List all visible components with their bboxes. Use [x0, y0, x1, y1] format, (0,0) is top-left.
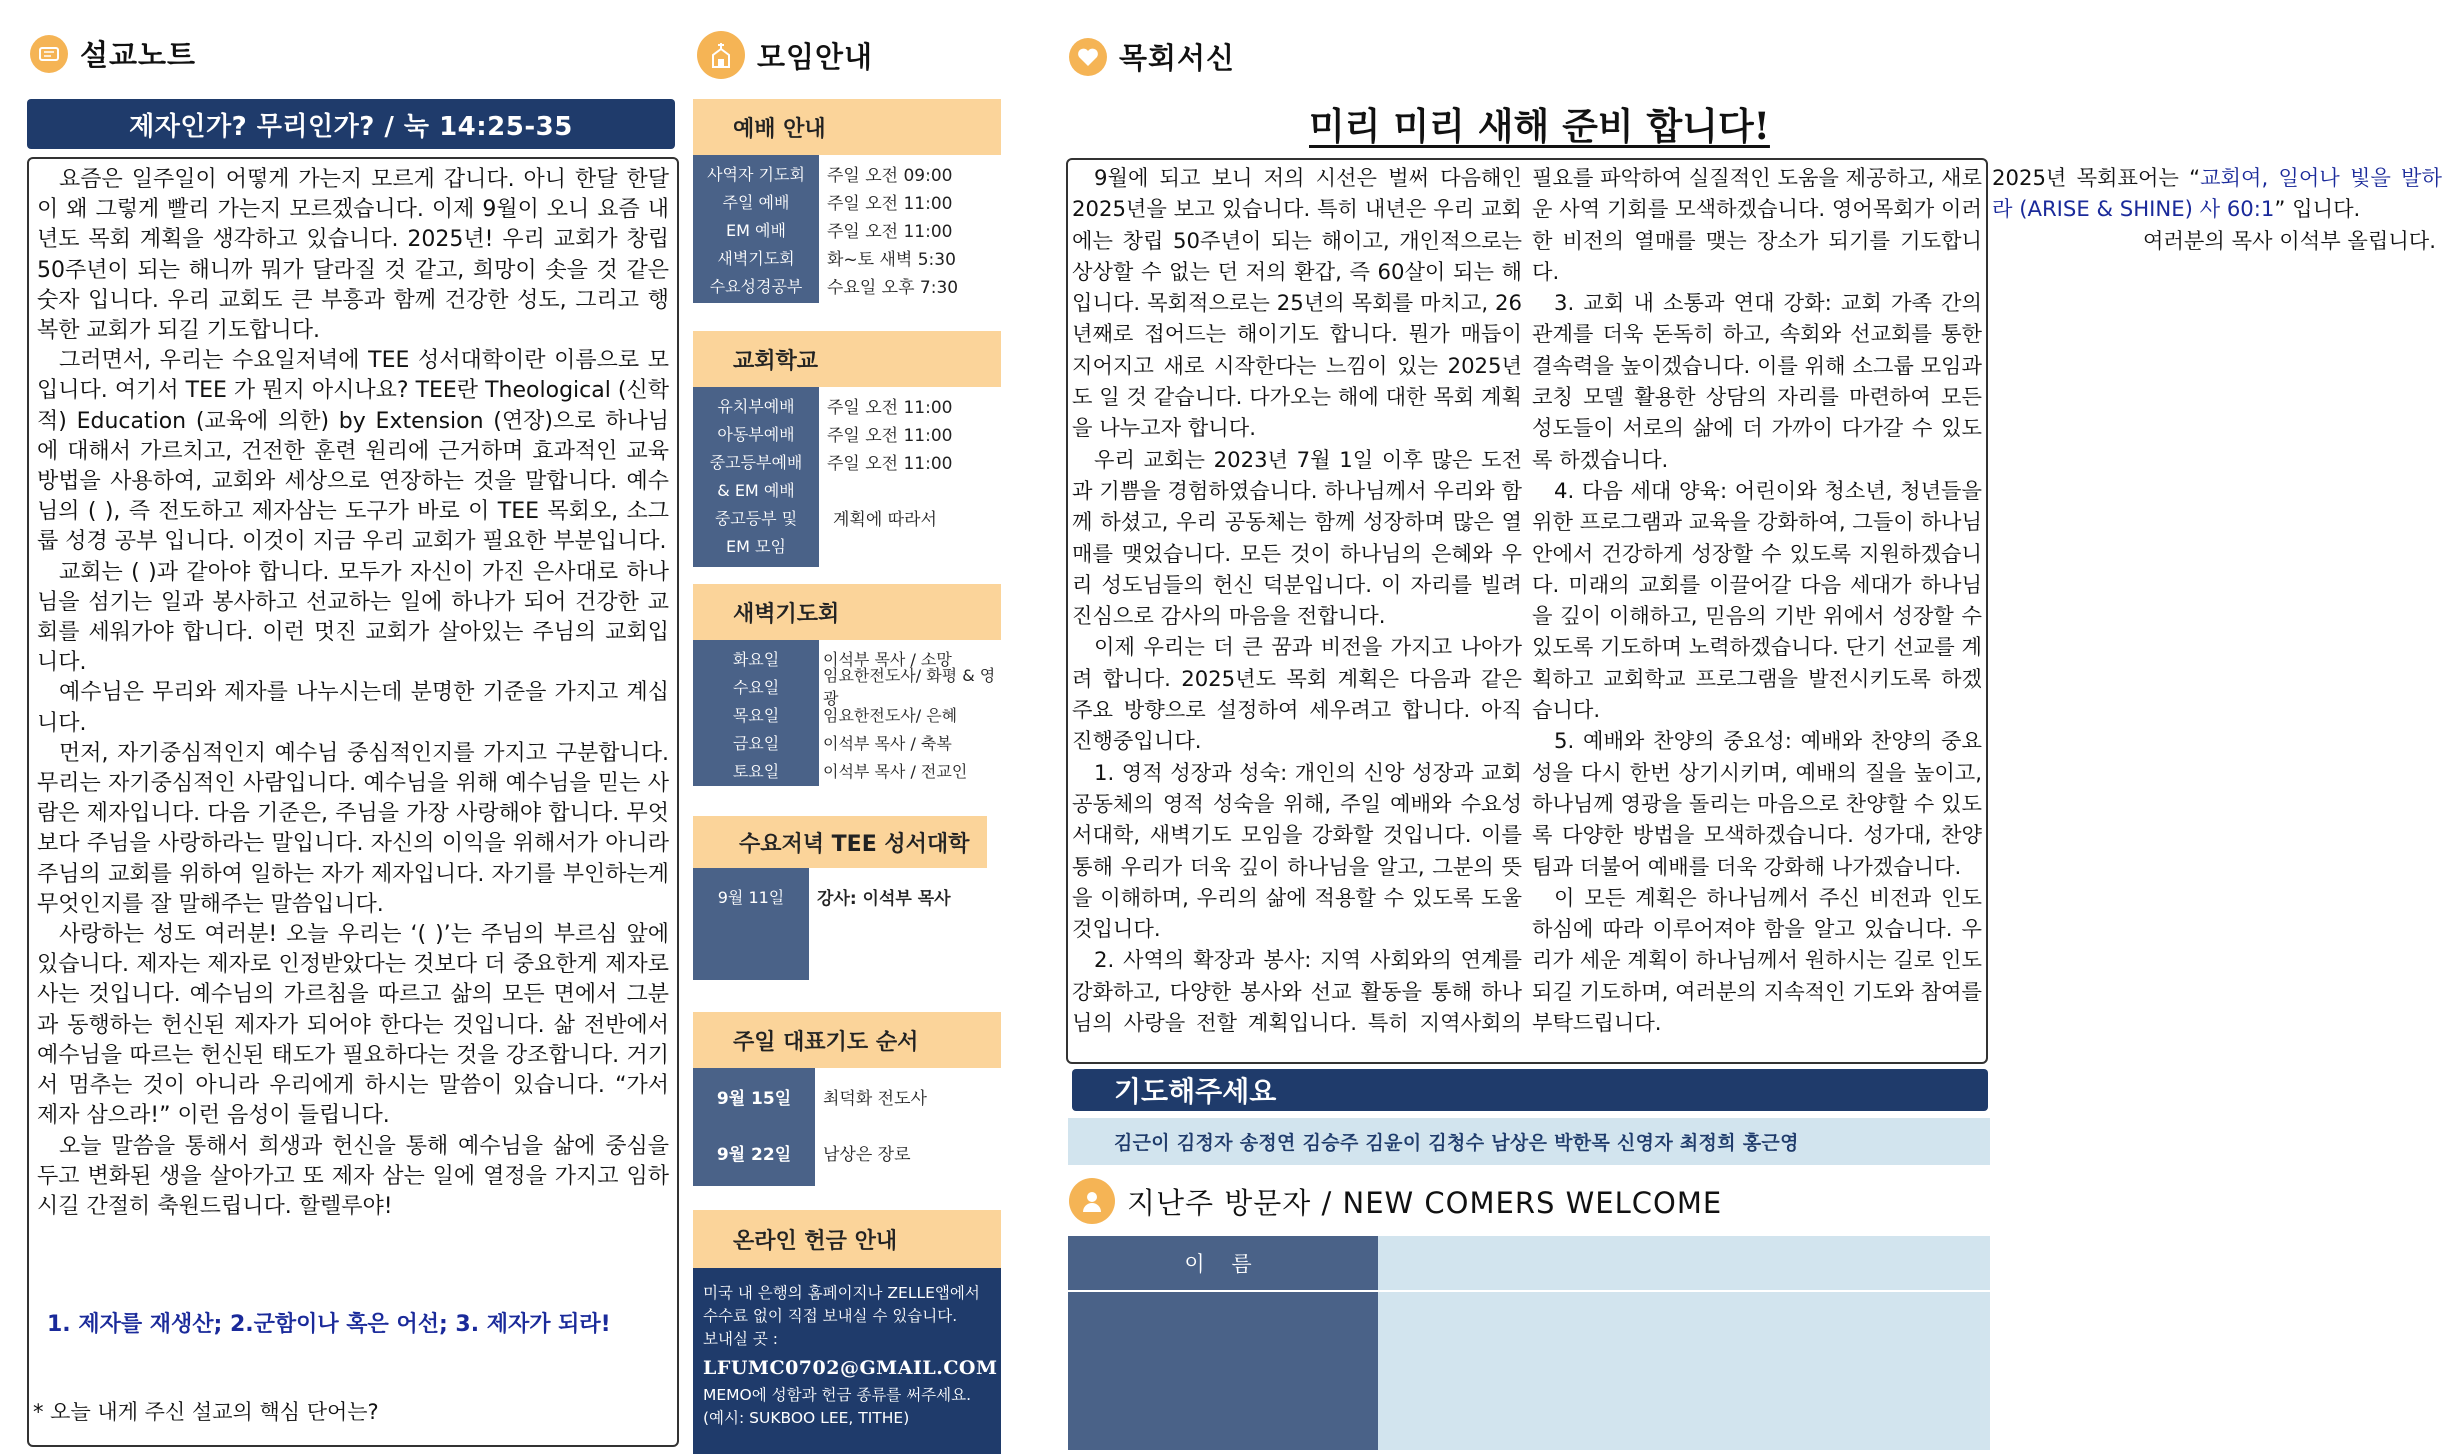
prayer-request-names: 김근이 김정자 송정연 김승주 김윤이 김청수 남상은 박한목 신영자 최정희 홍근영: [1068, 1118, 1990, 1165]
dawn-day: 수요일: [732, 677, 780, 697]
worship-time: 주일 오전 09:00: [827, 165, 953, 186]
dawn-day: 화요일: [732, 649, 780, 669]
online-offering-recipient-label: 보내실 곳 :: [703, 1330, 778, 1348]
online-offering-email[interactable]: LFUMC0702@GMAIL.COM: [703, 1357, 998, 1379]
meeting-section-title: 모임안내: [757, 39, 874, 74]
heart-icon: [1069, 38, 1107, 76]
dawn-leader: 임요한전도사/ 화평 & 영광: [823, 666, 996, 708]
tee-date: 9월 11일: [717, 887, 785, 907]
dawn-day: 토요일: [732, 761, 780, 781]
sermon-paragraph: 사랑하는 성도 여러분! 오늘 우리는 ‘( )’는 주님의 부르심 앞에 있습니다. 제자는 제자로 인정받았다는 것보다 더 중요한게 제자로 사는 것입니다. 예수님의 가르침을 따르고 삶의 모든 면에서 그분과 동행하는 헌신된 제자가 되어야 한다는 것입니다. 삶 전반에서 예수님을 따르는 헌신된 태도가 필요하다는 것을 강조합니다. 거기서 멈추는 것이 아니라 우리에게 하시는 말씀이 있습니다. “가서 제자 삼으라!” 이런 음성이 들립니다.: [37, 922, 669, 1129]
worship-time: 주일 오전 11:00: [827, 193, 953, 214]
sermon-answer-key: 1. 제자를 재생산; 2.군함이나 혹은 어선; 3. 제자가 되라!: [47, 1312, 611, 1337]
sermon-body: [27, 157, 679, 1447]
letter-paragraph: 5. 예배와 찬양의 중요성: 예배와 찬양의 중요성을 다시 한번 상기시키며, 예배의 질을 높이고, 하나님께 영광을 돌리는 마음으로 찬양할 수 있도록 다양한 방법을 모색하겠습니다. 성가대, 찬양팀과 더불어 예배를 더욱 강화해 나가겠습니다.: [1532, 728, 1982, 879]
dawn-leader: 이석부 목사 / 전교인: [823, 761, 968, 781]
school-time: 계획에 따라서: [833, 509, 937, 530]
letter-paragraph: 이 모든 계획은 하나님께서 주신 비전과 인도하심에 따라 이루어져야 함을 알고 있습니다. 우리가 세운 계획이 하나님께서 원하시는 길로 인도되길 기도하며, 여러분의 지속적인 기도와 참여를 부탁드립니다.: [1532, 884, 1982, 1036]
tee-box: [693, 816, 987, 980]
dawn-day: 금요일: [732, 733, 780, 753]
online-offering-title: 온라인 헌금 안내: [693, 1210, 1001, 1268]
letter-paragraph: 9월에 되고 보니 저의 시선은 벌써 다음해인 2025년을 보고 있습니다. 특히 내년은 우리 교회에는 창립 50주년이 되는 해이고, 개인적으로는 상상할 수 없는 던 저의 환갑, 즉 60살이 되는 해입니다. 목회적으로는 25년의 목회를 마치고, 26년째로 접어드는 해이기도 합니다. 뭔가 매듭이 지어지고 새로 시작한다는 느낌이 있는 2025년도 일 것 같습니다. 다가오는 해에 대한 목회 계획을 나누고자 합니다.: [1072, 165, 1522, 441]
worship-name: 주일 예배: [722, 192, 790, 212]
letter-paragraph: 4. 다음 세대 양육: 어린이와 청소년, 청년들을 위한 프로그램과 교육을 강화하여, 그들이 하나님 안에서 건강하게 성장할 수 있도록 지원하겠습니다. 미래의 교회를 이끌어갈 다음 세대가 하나님을 깊이 이해하고, 믿음의 기반 위에서 성장할 수 있도록 기도하며 노력하겠습니다. 단기 선교를 계획하고 교회학교 프로그램을 발전시키도록 하겠습니다.: [1532, 477, 1982, 723]
dawn-leader: 임요한전도사/ 은혜: [823, 705, 958, 725]
sermon-section-header: [30, 33, 196, 74]
person-icon: [1069, 1178, 1115, 1224]
prayer-order-title: 주일 대표기도 순서: [693, 1012, 1001, 1068]
prayer-order-name: 최덕화 전도사: [823, 1088, 927, 1109]
letter-signature: 여러분의 목사 이석부 올립니다.: [2142, 227, 2436, 253]
church-icon: [697, 31, 745, 79]
letter-motto: 교회여, 일어나 빛을 발하라 (ARISE & SHINE) 사 60:1: [1992, 165, 2442, 222]
sermon-paragraph: 요즘은 일주일이 어떻게 가는지 모르게 갑니다. 아니 한달 한달이 왜 그렇게 빨리 가는지 모르겠습니다. 이제 9월이 오니 요즘 내년도 목회 계획을 생각하고 있습니다. 2025년! 우리 교회가 창립 50주년이 되는 해니까 뭐가 달라질 것 같고, 희망이 솟을 것 같은 숫자 입니다. 우리 교회도 큰 부흥과 함께 건강한 성도, 그리고 행복한 교회가 되길 기도합니다.: [37, 167, 669, 344]
letter-paragraph: 우리 교회는 2023년 7월 1일 이후 많은 도전과 기쁨을 경험하였습니다. 하나님께서 우리와 함께 하셨고, 우리 공동체는 함께 성장하며 많은 열매를 맺었습니다. 모든 것이 하나님의 은혜와 우리 성도님들의 헌신 덕분입니다. 이 자리를 빌려 진심으로 감사의 마음을 전합니다.: [1072, 446, 1522, 629]
worship-time: 주일 오전 11:00: [827, 221, 953, 242]
prayer-order-date: 9월 22일: [716, 1144, 792, 1165]
worship-name: 사역자 기도회: [707, 164, 805, 184]
prayer-request-bar: [1072, 1069, 1988, 1111]
letter-paragraph: 이제 우리는 더 큰 꿈과 비전을 가지고 나아가려 합니다. 2025년도 목회 계획은 다음과 같은 주요 방향으로 설정하여 세우려고 합니다. 아직 진행중입니다.: [1072, 634, 1522, 754]
school-time: 주일 오전 11:00: [827, 425, 953, 446]
school-name: 중고등부 및: [714, 508, 798, 528]
worship-time: 수요일 오후 7:30: [827, 277, 959, 298]
sermon-keyword-question: * 오늘 내게 주신 설교의 핵심 단어는?: [33, 1400, 379, 1424]
visitor-table: [1068, 1236, 1990, 1450]
sermon-icon: [30, 35, 68, 73]
sermon-paragraph: 그러면서, 우리는 수요일저녁에 TEE 성서대학이란 이름으로 모입니다. 여기서 TEE 가 뭔지 아시나요? TEE란 Theological (신학적) Education (교육에 의한) by Extension (연장)으로 하나님에 대해서 가르치고, 건전한 훈련 원리에 근거하며 효과적인 교육방법을 사용하여, 교회와 세상으로 연장하는 것을 말합니다. 예수님의 ( ), 즉 전도하고 제자삼는 도구가 바로 이 TEE 목회오, 소그룹 성경 공부 입니다. 이것이 지금 우리 교회가 필요한 부분입니다.: [37, 348, 669, 555]
dawn-leader: 이석부 목사 / 소망: [823, 649, 952, 669]
online-offering-box: [693, 1210, 1001, 1454]
letter-motto-prefix: 2025년 목회표어는 “: [1992, 165, 2201, 190]
letter-title: 미리 미리 새해 준비 합니다!: [1309, 104, 1770, 148]
worship-name: 새벽기도회: [717, 248, 795, 268]
school-time: 주일 오전 11:00: [827, 397, 953, 418]
visitors-section-title: 지난주 방문자 / NEW COMERS WELCOME: [1127, 1185, 1723, 1220]
visitor-table-label-column: [1068, 1236, 1378, 1450]
prayer-order-name: 남상은 장로: [823, 1144, 911, 1165]
online-offering-info: 미국 내 은행의 홈페이지나 ZELLE앱에서 수수료 없이 직접 보내실 수 있습니다.: [703, 1284, 980, 1325]
sermon-title: 제자인가? 무리인가? / 눅 14:25-35: [129, 111, 573, 142]
visitor-name-header: 이 름: [1068, 1236, 1378, 1292]
sermon-paragraph: 예수님은 무리와 제자를 나누시는데 분명한 기준을 가지고 계십니다.: [37, 680, 669, 736]
dawn-day: 목요일: [732, 705, 780, 725]
letter-section-header: [1069, 36, 1235, 77]
letter-paragraph: 3. 교회 내 소통과 연대 강화: 교회 가족 간의 관계를 더욱 돈독히 하고, 속회와 선교회를 통한 결속력을 높이겠습니다. 이를 위해 소그룹 모임과 코칭 모델 활용한 상담의 자리를 마련하여 모든 성도들이 서로의 삶에 더 가까이 다가갈 수 있도록 하겠습니다.: [1532, 290, 1982, 472]
dawn-prayer-box: [693, 584, 1001, 786]
school-time: [819, 475, 1001, 503]
school-name: 유치부예배: [717, 396, 795, 416]
sermon-paragraph: 먼저, 자기중심적인지 예수님 중심적인지를 가지고 구분합니다. 무리는 자기중심적인 사람입니다. 예수님을 위해 예수님을 믿는 사람은 제자입니다. 다음 기준은, 주님을 가장 사랑해야 합니다. 무엇보다 주님을 사랑하라는 말입니다. 자신의 이익을 위해서가 아니라 주님의 교회를 위하여 일하는 자가 제자입니다. 자기를 부인하는게 무엇인지를 잘 말해주는 말씀입니다.: [37, 740, 669, 917]
letter-section-title: 목회서신: [1119, 41, 1236, 75]
worship-name: EM 예배: [726, 220, 786, 240]
letter-motto-suffix: ” 입니다.: [2274, 196, 2361, 222]
visitors-section-header: [1069, 1178, 1722, 1224]
school-time: [819, 531, 1001, 559]
tee-speaker: 강사: 이석부 목사: [817, 888, 951, 909]
letter-body: [1066, 158, 2442, 1064]
prayer-order-date: 9월 15일: [716, 1088, 792, 1109]
church-school-box: [693, 331, 1001, 567]
school-name: & EM 예배: [717, 480, 795, 500]
dawn-prayer-title: 새벽기도회: [693, 584, 1001, 640]
sermon-section-title: 설교노트: [80, 38, 197, 72]
school-time: 주일 오전 11:00: [827, 453, 953, 474]
online-offering-memo: MEMO에 성함과 헌금 종류를 써주세요.: [703, 1386, 972, 1404]
worship-time: 화~토 새벽 5:30: [827, 249, 956, 270]
visitor-table-value-column: [1378, 1236, 1990, 1450]
dawn-leader: 이석부 목사 / 축복: [823, 733, 952, 753]
online-offering-body: [693, 1268, 1001, 1454]
letter-motto-line: [1992, 162, 2442, 225]
letter-paragraph: 1. 영적 성장과 성숙: 개인의 신앙 성장과 교회 공동체의 영적 성숙을 위해, 주일 예배와 수요성서대학, 새벽기도 모임을 강화할 것입니다. 이를 통해 우리가 더욱 깊이 하나님을 알고, 그분의 뜻을 이해하며, 우리의 삶에 적용할 수 있도록 도울 것입니다.: [1072, 759, 1522, 942]
online-offering-example: (예시: SUKBOO LEE, TITHE): [703, 1409, 910, 1427]
visitor-name-cell: [1068, 1292, 1378, 1450]
prayer-order-box: [693, 1012, 1001, 1186]
letter-paragraph: 2. 사역의 확장과 봉사: 지역 사회와의 연계를 강화하고, 다양한 봉사와 선교 활동을 통해 하나님의 사랑을 전할 계획입니다. 특히 지역사회의 필요를 파악하여 실질적인 도움을 제공하고, 새로운 사역 기회를 모색하겠습니다. 영어목회가 이러한 비전의 열매를 맺는 장소가 되기를 기도합니다.: [1072, 165, 1982, 1036]
tee-title: 수요저녁 TEE 성서대학: [693, 816, 987, 868]
sermon-paragraph: 오늘 말씀을 통해서 희생과 헌신을 통해 예수님을 삶에 중심을 두고 변화된 생을 살아가고 또 제자 삼는 일에 열정을 가지고 임하시길 간절히 축원드립니다. 할렐루야!: [37, 1133, 669, 1219]
worship-box: [693, 99, 1001, 303]
sermon-title-bar: [27, 99, 675, 149]
prayer-request-title: 기도해주세요: [1114, 1075, 1277, 1108]
worship-name: 수요성경공부: [709, 276, 803, 296]
visitor-entry-cell[interactable]: [1378, 1292, 1990, 1450]
meeting-section-header: [697, 31, 873, 79]
sermon-paragraph: 교회는 ( )과 같아야 합니다. 모두가 자신이 가진 은사대로 하나님을 섬기는 일과 봉사하고 선교하는 일에 하나가 되어 건강한 교회를 세워가야 합니다. 이런 멋진 교회가 살아있는 주님의 교회입니다.: [37, 559, 669, 676]
school-name: 중고등부예배: [709, 452, 803, 472]
church-school-title: 교회학교: [693, 331, 1001, 387]
visitor-name-input[interactable]: [1378, 1236, 1990, 1292]
school-name: EM 모임: [726, 536, 786, 556]
worship-title: 예배 안내: [693, 99, 1001, 155]
school-name: 아동부예배: [717, 424, 795, 444]
